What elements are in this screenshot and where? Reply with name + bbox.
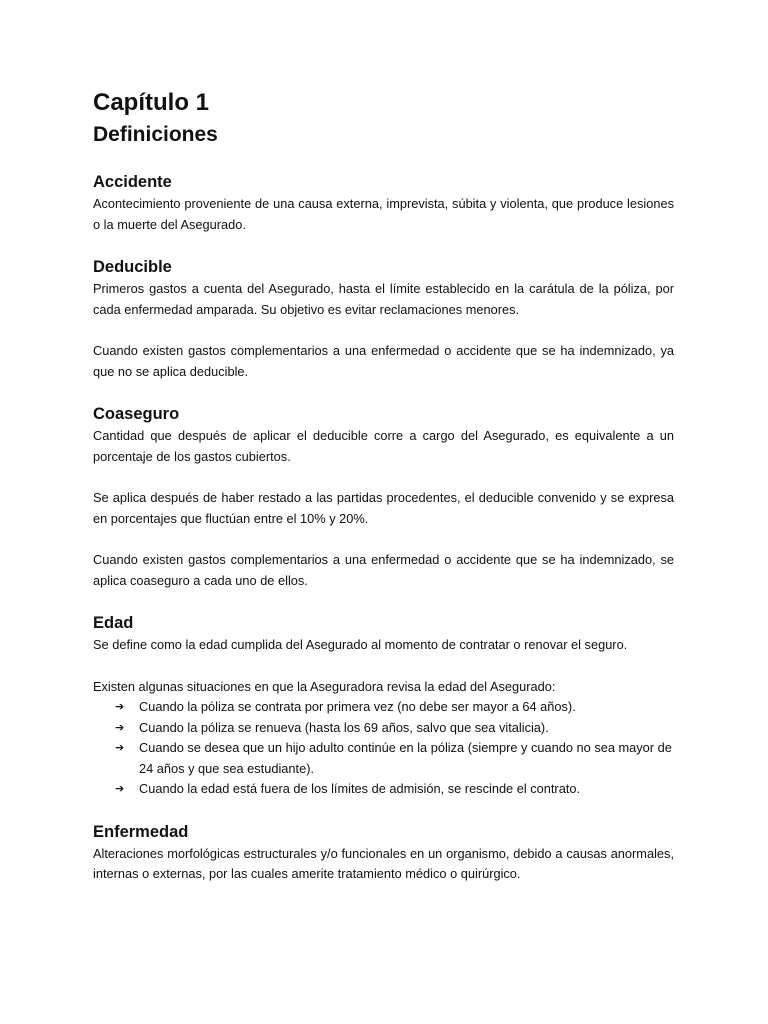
arrow-icon: ➔ <box>115 741 125 754</box>
bullet-list <box>93 697 674 800</box>
section-title: Enfermedad <box>93 822 189 841</box>
section-deducible <box>93 255 674 382</box>
document-page <box>93 86 674 885</box>
section-coaseguro <box>93 402 674 591</box>
paragraph: Cantidad que después de aplicar el deducible corre a cargo del Asegurado, es equivalente a un porcentaje de los gastos cubiertos. <box>93 428 674 464</box>
paragraph: Se define como la edad cumplida del Asegurado al momento de contratar o renovar el seguro. <box>93 637 628 652</box>
section-enfermedad <box>93 820 674 885</box>
paragraph: Cuando existen gastos complementarios a una enfermedad o accidente que se ha indemnizado, ya que no se aplica deducible. <box>93 343 674 379</box>
list-item-text: Cuando la póliza se renueva (hasta los 69 años, salvo que sea vitalicia). <box>139 719 549 735</box>
paragraph: Existen algunas situaciones en que la Aseguradora revisa la edad del Asegurado: <box>93 678 556 694</box>
chapter-subtitle: Definiciones <box>93 123 218 146</box>
section-edad <box>93 611 674 800</box>
paragraph: Cuando existen gastos complementarios a una enfermedad o accidente que se ha indemnizado, se aplica coaseguro a cada uno de ellos. <box>93 552 674 588</box>
section-title: Coaseguro <box>93 405 180 423</box>
section-title: Accidente <box>93 173 172 191</box>
arrow-icon: ➔ <box>115 700 125 713</box>
section-accidente <box>93 170 674 235</box>
section-title: Edad <box>93 614 134 632</box>
list-item-text: Cuando la póliza se contrata por primera vez (no debe ser mayor a 64 años). <box>139 699 576 714</box>
list-item <box>93 779 674 800</box>
arrow-icon: ➔ <box>115 782 125 795</box>
list-item <box>93 718 674 739</box>
section-title: Deducible <box>93 258 172 276</box>
paragraph: Se aplica después de haber restado a las partidas procedentes, el deducible convenido y se expresa en porcentajes que fluctúan entre el 10% y 20%. <box>93 490 674 526</box>
list-item <box>93 697 674 718</box>
arrow-icon: ➔ <box>115 720 125 734</box>
list-item-text: Cuando se desea que un hijo adulto continúe en la póliza (siempre y cuando no sea mayor de 24 años y que sea estudiante). <box>139 740 672 776</box>
paragraph: Primeros gastos a cuenta del Asegurado, hasta el límite establecido en la carátula de la póliza, por cada enfermedad amparada. Su objetivo es evitar reclamaciones menores. <box>93 281 674 317</box>
chapter-title: Capítulo 1 <box>93 89 210 116</box>
list-item-text: Cuando la edad está fuera de los límites de admisión, se rescinde el contrato. <box>139 781 581 796</box>
list-item <box>93 738 674 779</box>
paragraph: Acontecimiento proveniente de una causa externa, imprevista, súbita y violenta, que produce lesiones o la muerte del Asegurado. <box>93 196 674 232</box>
paragraph: Alteraciones morfológicas estructurales y/o funcionales en un organismo, debido a causas anormales, internas o externas, por las cuales amerite tratamiento médico o quirúrgico. <box>93 845 674 881</box>
